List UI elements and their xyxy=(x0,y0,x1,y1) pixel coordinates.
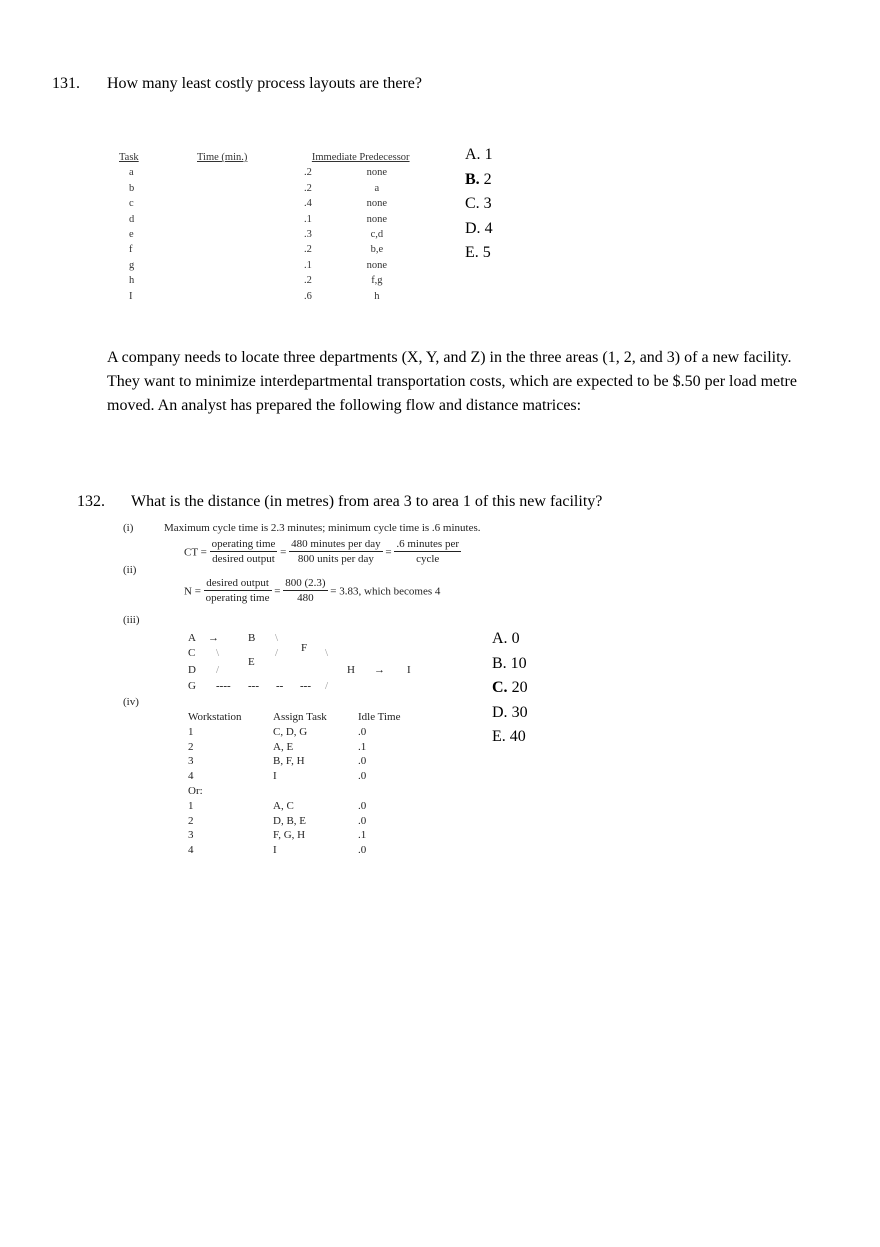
node-a: A xyxy=(188,632,196,644)
choice-b: B. 10 xyxy=(492,654,527,672)
arrow-h-i: → xyxy=(374,664,385,676)
or-row: Or: xyxy=(188,784,203,797)
q131-text: How many least costly process layouts are there? xyxy=(107,75,423,92)
node-h: H xyxy=(347,664,355,676)
table-row: 3 F, G, H .1 xyxy=(188,829,367,842)
precedence-diagram: A → B \ F C \ / \ E D / H → I G ---- --- -- --- / xyxy=(188,632,411,692)
table-row: 4 I .0 xyxy=(188,844,367,857)
choice-e: E. 40 xyxy=(492,728,526,745)
dash-4: --- xyxy=(300,680,311,692)
dash-2: --- xyxy=(248,680,259,692)
arrow-a-b: → xyxy=(208,632,219,644)
line-i: Maximum cycle time is 2.3 minutes; minimum cycle time is .6 minutes. xyxy=(164,522,481,534)
n-equation: N = $\frac{\text{desired output}}{\text{operating time}}$ = $\frac{800 (2.3)}{480}$ = 3.83, which becomes 4 xyxy=(184,577,441,604)
ct-equation: CT = $\frac{\text{operating time}}{\text{desired output}}$ = $\frac{\text{480 minutes per day}}{\text{800 units per day}}$ = $\frac{\text{.6 minutes per}}{\text{cycle}}$ xyxy=(184,538,459,565)
label-i: (i) xyxy=(123,522,134,534)
label-iv: (iv) xyxy=(123,696,139,708)
choice-a: A. 1 xyxy=(465,146,493,163)
q131-number: 131. xyxy=(52,75,80,92)
table-row: a .2 none xyxy=(129,167,388,179)
table-row: I .6 h xyxy=(129,290,380,302)
node-i: I xyxy=(407,664,411,676)
table-row: c .4 none xyxy=(129,198,388,210)
choice-a: A. 0 xyxy=(492,630,520,647)
table-row: 1 A, C .0 xyxy=(188,799,367,812)
intro-paragraph: A company needs to locate three departments (X, Y, and Z) in the three areas (1, 2, and 3) of a new facility. They want to minimize interdepartmental transportation costs, which are expected to be $.50 per load metre moved. An analyst has prepared the following flow and distance matrices: xyxy=(107,349,797,414)
choice-c: C. 3 xyxy=(465,195,492,212)
node-e: E xyxy=(248,656,255,668)
node-g: G xyxy=(188,680,196,692)
node-c: C xyxy=(188,647,196,659)
node-f: F xyxy=(301,642,308,654)
label-iii: (iii) xyxy=(123,614,140,626)
dash-3: -- xyxy=(276,680,284,692)
node-b: B xyxy=(248,632,256,644)
label-ii: (ii) xyxy=(123,564,137,576)
q132-number: 132. xyxy=(77,493,105,510)
dash-1: ---- xyxy=(216,680,231,692)
table-row: h .2 f,g xyxy=(129,275,383,287)
node-d: D xyxy=(188,664,196,676)
table-row: b .2 a xyxy=(129,182,380,194)
workstation-table: Workstation Assign Task Idle Time 1 C, D, G .0 2 A, E .1 3 B, F, H .0 4 I .0 Or: 1 A, C .0 2 D, B, E .0 3 F, G, H .1 4 I .0 xyxy=(188,711,401,857)
task-header: Task xyxy=(119,152,139,163)
table-row: 4 I .0 xyxy=(188,770,367,783)
q131-choices xyxy=(465,143,493,266)
table-row: g .1 none xyxy=(129,259,388,271)
choice-d: D. 4 xyxy=(465,219,493,237)
task-table xyxy=(113,150,442,304)
choice-d: D. 30 xyxy=(492,703,528,721)
q132-text: What is the distance (in metres) from area 3 to area 1 of this new facility? xyxy=(131,493,603,510)
table-row: 1 C, D, G .0 xyxy=(188,725,367,738)
table-row: e .3 c,d xyxy=(129,229,384,241)
predecessor-header: Immediate Predecessor xyxy=(311,152,410,163)
time-header: Time (min.) xyxy=(197,152,248,163)
table-row: 2 A, E .1 xyxy=(188,740,367,753)
table-row: d .1 none xyxy=(129,213,388,225)
table-row: 3 B, F, H .0 xyxy=(188,755,367,768)
table-row: f .2 b,e xyxy=(129,244,384,256)
choice-c-correct: C. 20 xyxy=(492,679,528,696)
table-row: 2 D, B, E .0 xyxy=(188,814,367,827)
choice-e: E. 5 xyxy=(465,244,491,261)
choice-b-correct: B. 2 xyxy=(465,170,492,188)
q132-choices xyxy=(492,627,528,750)
